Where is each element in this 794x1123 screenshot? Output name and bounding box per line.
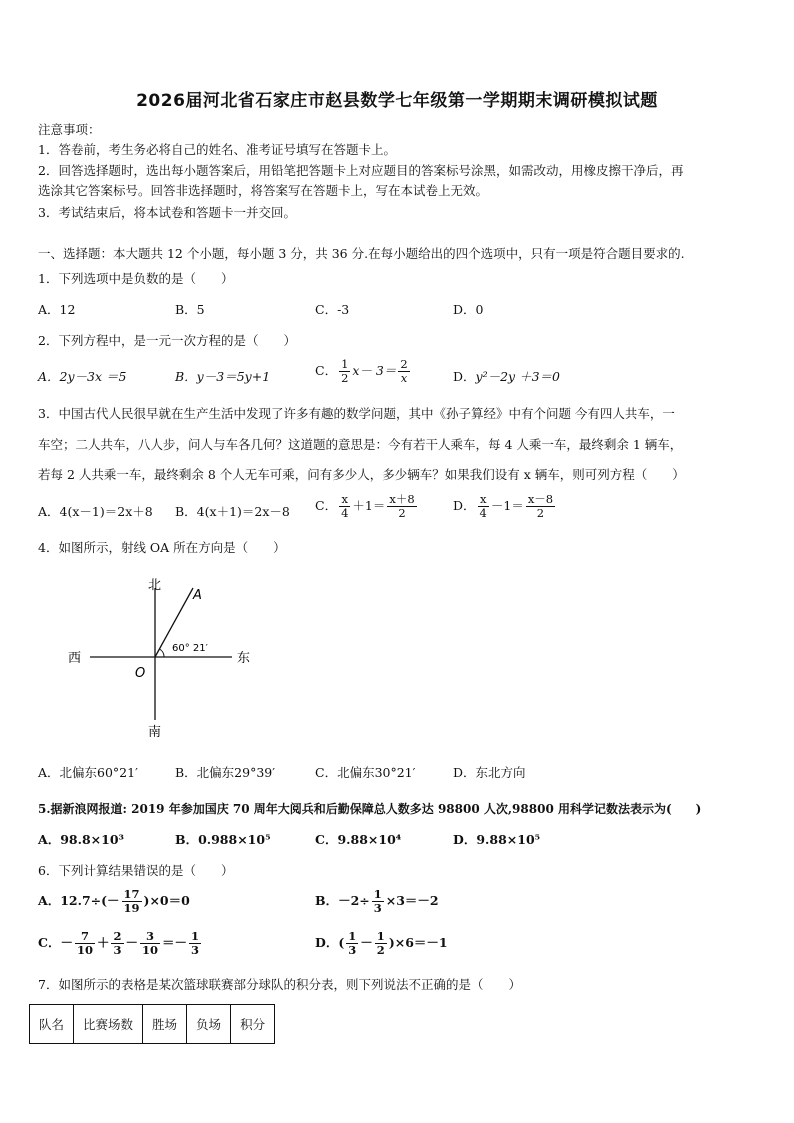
fraction: $\frac{2}{x}$ — [400, 357, 408, 385]
notice-item: 1．答卷前，考生务必将自己的姓名、准考证号填写在答题卡上。 — [38, 142, 396, 157]
table-header-cell: 胜场 — [143, 1005, 187, 1044]
question-3-line: 车空；二人共车，八人步，问人与车各几何？这道题的意思是：今有若干人乘车，每 4 人乘一车，最终剩余 1 辆车， — [38, 437, 683, 452]
fraction: $\frac{1}{3}$ — [348, 929, 357, 957]
fraction: $\frac{1}{2}$ — [376, 929, 385, 957]
fraction: $\frac{1}{3}$ — [373, 887, 382, 915]
label-north: 北 — [148, 578, 162, 593]
fraction: $\frac{1}{2}$ — [341, 357, 349, 385]
question-4-stem: 4．如图所示，射线 OA 所在方向是（ ） — [38, 540, 286, 555]
q1-option-b: B．5 — [175, 302, 205, 317]
question-2-stem: 2．下列方程中，是一元一次方程的是（ ） — [38, 333, 296, 348]
question-7-stem: 7．如图所示的表格是某次篮球联赛部分球队的积分表，则下列说法不正确的是（ ） — [38, 977, 521, 992]
q5-option-c: C．9.88×10⁴ — [315, 832, 402, 847]
q5-option-a: A．98.8×10³ — [38, 832, 124, 847]
q3-option-a: A．4(x－1)＝2x＋8 — [38, 504, 153, 519]
q3-option-d: D． $\frac{x}{4}$ －1＝ $\frac{x-8}{2}$ — [453, 492, 554, 520]
question-6-stem: 6．下列计算结果错误的是（ ） — [38, 863, 234, 878]
q4-option-a: A．北偏东60°21′ — [38, 765, 138, 780]
q5-option-b: B．0.988×10⁵ — [175, 832, 271, 847]
notice-item: 3．考试结束后，将本试卷和答题卡一并交回。 — [38, 205, 296, 220]
q3-option-c: C． $\frac{x}{4}$ ＋1＝ $\frac{x+8}{2}$ — [315, 492, 415, 520]
fraction: $\frac{x}{4}$ — [479, 492, 487, 520]
q1-option-d: D．0 — [453, 302, 484, 317]
label-a: A — [193, 588, 202, 603]
question-1-stem: 1．下列选项中是负数的是（ ） — [38, 271, 234, 286]
fraction: $\frac{x-8}{2}$ — [527, 492, 554, 520]
question-3-line: 3．中国古代人民很早就在生产生活中发现了许多有趣的数学问题，其中《孙子算经》中有个问题 今有四人共车，一 — [38, 406, 675, 421]
q5-option-d: D．9.88×10⁵ — [453, 832, 541, 847]
q6-option-a: A．12.7÷(－ $\frac{17}{19}$ )×0＝0 — [38, 887, 190, 915]
angle-arc — [160, 649, 165, 657]
notice-heading: 注意事项： — [38, 122, 101, 137]
notice-item: 2．回答选择题时，选出每小题答案后，用铅笔把答题卡上对应题目的答案标号涂黑，如需改动，用橡皮擦干净后，再 — [38, 163, 684, 178]
q1-option-a: A．12 — [38, 302, 76, 317]
label-south: 南 — [148, 725, 162, 740]
q4-option-d: D．东北方向 — [453, 765, 526, 780]
standings-table — [29, 1004, 275, 1044]
q2-option-d: D．y²－2y ＋3＝0 — [453, 369, 560, 384]
compass-figure — [60, 570, 270, 745]
q6-option-b: B．－2÷ $\frac{1}{3}$ ×3＝－2 — [315, 887, 439, 915]
q2-option-b: B．y－3＝5y+1 — [175, 369, 271, 384]
q3-option-b: B．4(x＋1)＝2x－8 — [175, 504, 290, 519]
fraction: $\frac{7}{10}$ — [76, 929, 93, 957]
table-header-cell: 比赛场数 — [74, 1005, 143, 1044]
fraction: $\frac{1}{3}$ — [191, 929, 200, 957]
table-header-row — [30, 1005, 275, 1044]
q2-option-c: C． $\frac{1}{2}$ x－ 3＝ $\frac{2}{x}$ — [315, 357, 408, 385]
fraction: $\frac{2}{3}$ — [113, 929, 122, 957]
label-o: O — [135, 666, 146, 681]
q6-option-c: C．－ $\frac{7}{10}$ ＋ $\frac{2}{3}$ － $\frac{3}{10}$ ＝－ $\frac{1}{3}$ — [38, 929, 200, 957]
fraction: $\frac{x}{4}$ — [341, 492, 349, 520]
label-east: 东 — [237, 651, 251, 666]
page-title: 2026届河北省石家庄市赵县数学七年级第一学期期末调研模拟试题 — [136, 91, 658, 111]
label-west: 西 — [68, 651, 82, 666]
q2-option-a: A．2y－3x ＝5 — [38, 369, 127, 384]
angle-label: 60° 21′ — [172, 643, 208, 654]
q1-option-c: C．-3 — [315, 302, 350, 317]
notice-item: 选涂其它答案标号。回答非选择题时，将答案写在答题卡上，写在本试卷上无效。 — [38, 183, 489, 198]
fraction: $\frac{17}{19}$ — [123, 887, 140, 915]
table-header-cell: 积分 — [231, 1005, 275, 1044]
section-heading: 一、选择题：本大题共 12 个小题，每小题 3 分，共 36 分.在每小题给出的四个选项中，只有一项是符合题目要求的. — [38, 246, 685, 261]
q6-option-d: D．( $\frac{1}{3}$ － $\frac{1}{2}$ )×6＝－1 — [315, 929, 448, 957]
question-3-line: 若每 2 人共乘一车，最终剩余 8 个人无车可乘，问有多少人，多少辆车？如果我们设有 x 辆车，则可列方程（ ） — [38, 467, 685, 482]
question-5-stem: 5.据新浪网报道: 2019 年参加国庆 70 周年大阅兵和后勤保障总人数多达 98800 人次,98800 用科学记数法表示为( ) — [38, 802, 702, 816]
fraction: $\frac{3}{10}$ — [142, 929, 159, 957]
q4-option-b: B．北偏东29°39′ — [175, 765, 276, 780]
option-label: C． — [315, 363, 338, 378]
table-header-cell: 负场 — [187, 1005, 231, 1044]
table-header-cell: 队名 — [30, 1005, 74, 1044]
q4-option-c: C．北偏东30°21′ — [315, 765, 416, 780]
fraction: $\frac{x+8}{2}$ — [389, 492, 415, 520]
